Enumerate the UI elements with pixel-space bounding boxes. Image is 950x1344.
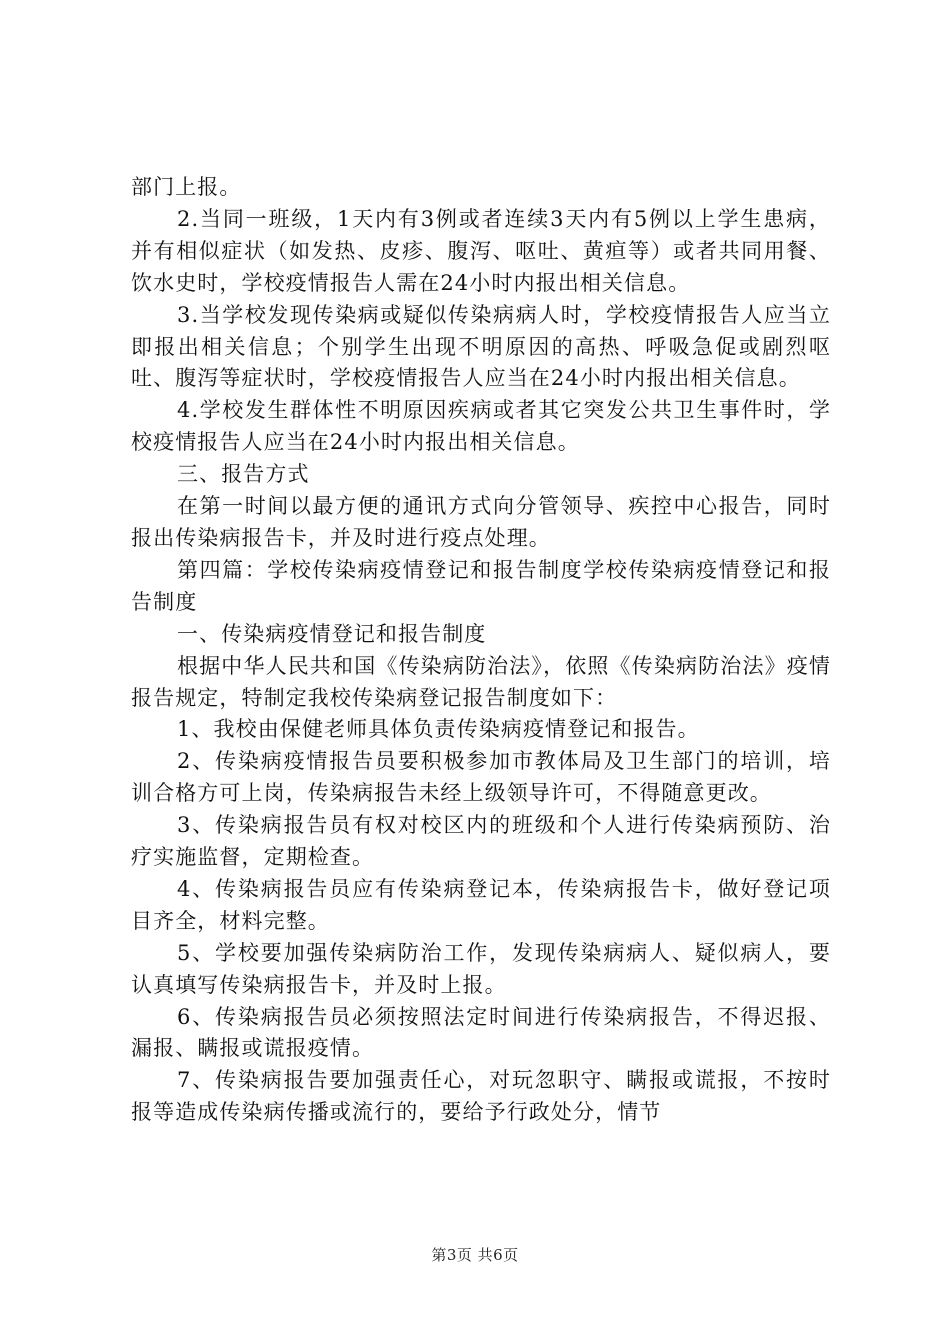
rule-item-4: 4、传染病报告员应有传染病登记本，传染病报告卡，做好登记项目齐全，材料完整。 xyxy=(131,876,831,933)
paragraph-legal-basis: 根据中华人民共和国《传染病防治法》，依照《传染病防治法》疫情报告规定，特制定我校传染病登记报告制度如下： xyxy=(131,653,831,710)
document-body xyxy=(131,172,831,1129)
rule-item-5: 5、学校要加强传染病防治工作，发现传染病病人、疑似病人，要认真填写传染病报告卡，并及时上报。 xyxy=(131,940,831,997)
rule-item-3: 3、传染病报告员有权对校区内的班级和个人进行传染病预防、治疗实施监督，定期检查。 xyxy=(131,813,831,870)
paragraph-item-3: 3.当学校发现传染病或疑似传染病病人时，学校疫情报告人应当立即报出相关信息；个别学生出现不明原因的高热、呼吸急促或剧烈呕吐、腹泻等症状时，学校疫情报告人应当在24小时内报出相关信息。 xyxy=(131,302,831,391)
rule-item-1: 1、我校由保健老师具体负责传染病疫情登记和报告。 xyxy=(177,717,700,742)
section-heading-registration-system: 一、传染病疫情登记和报告制度 xyxy=(177,621,487,646)
rule-item-6: 6、传染病报告员必须按照法定时间进行传染病报告，不得迟报、漏报、瞒报或谎报疫情。 xyxy=(131,1004,831,1061)
rule-item-2: 2、传染病疫情报告员要积极参加市教体局及卫生部门的培训，培训合格方可上岗，传染病报告未经上级领导许可，不得随意更改。 xyxy=(131,749,831,806)
paragraph-item-4: 4.学校发生群体性不明原因疾病或者其它突发公共卫生事件时，学校疫情报告人应当在24小时内报出相关信息。 xyxy=(131,398,831,455)
section-heading-report-method: 三、报告方式 xyxy=(177,462,310,487)
paragraph-item-2: 2.当同一班级，1天内有3例或者连续3天内有5例以上学生患病，并有相似症状（如发热、皮疹、腹泻、呕吐、黄疸等）或者共同用餐、饮水史时，学校疫情报告人需在24小时内报出相关信息。 xyxy=(131,206,831,295)
chapter-heading-part-four: 第四篇：学校传染病疫情登记和报告制度学校传染病疫情登记和报告制度 xyxy=(131,557,831,614)
paragraph-continuation: 部门上报。 xyxy=(131,175,242,199)
rule-item-7: 7、传染病报告要加强责任心，对玩忽职守、瞒报或谎报，不按时报等造成传染病传播或流行的，要给予行政处分，情节 xyxy=(131,1068,831,1125)
paragraph-report-method: 在第一时间以最方便的通讯方式向分管领导、疾控中心报告，同时报出传染病报告卡，并及时进行疫点处理。 xyxy=(131,494,831,550)
page-number-footer: 第3页 共6页 xyxy=(431,1246,519,1264)
